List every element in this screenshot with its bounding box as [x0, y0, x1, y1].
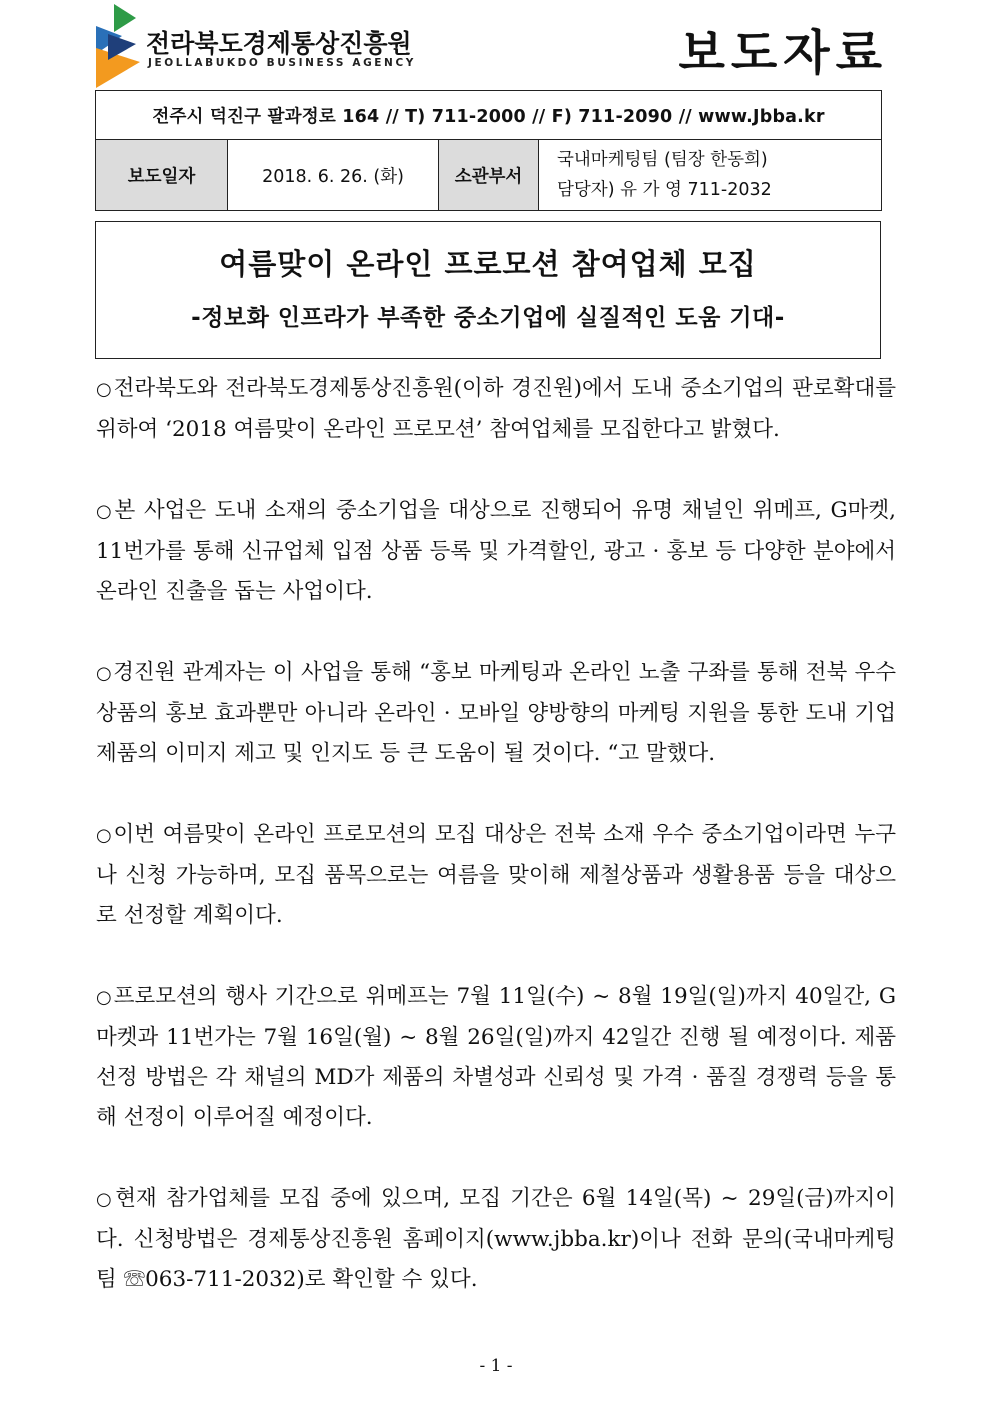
- paragraph-text: 전라북도와 전라북도경제통상진흥원(이하 경진원)에서 도내 중소기업의 판로확대를 위하여 ‘2018 여름맞이 온라인 프로모션’ 참여업체를 모집한다고 밝혔다.: [96, 376, 896, 442]
- headline-subtitle: -정보화 인프라가 부족한 중소기업에 실질적인 도움 기대-: [191, 305, 785, 331]
- department-team: 국내마케팅팀 (팀장 한동희): [557, 150, 768, 170]
- release-date-value: 2018. 6. 26. (화): [228, 140, 439, 211]
- paragraph: [96, 815, 896, 936]
- paragraph: [96, 977, 896, 1138]
- headline-box: [95, 221, 881, 359]
- paragraph-text: 경진원 관계자는 이 사업을 통해 “홍보 마케팅과 온라인 노출 구좌를 통해 전북 우수상품의 홍보 효과뿐만 아니라 온라인 · 모바일 양방향의 마케팅 지원을 통한 도내 기업제품의 이미지 제고 및 인지도 등 큰 도움이 될 것이다. “고 말했다.: [96, 660, 896, 766]
- article-body: [96, 369, 896, 1341]
- document-type-title: 보도자료: [678, 25, 888, 81]
- org-logo: [94, 4, 416, 88]
- department-contact-person: 담당자) 유 가 영 711-2032: [557, 180, 772, 200]
- org-name-english: JEOLLABUKDO BUSINESS AGENCY: [148, 57, 416, 69]
- bullet-circle-icon: ○: [96, 1189, 115, 1210]
- paragraph-text: 프로모션의 행사 기간으로 위메프는 7월 11일(수) ~ 8월 19일(일)까지 40일간, G마켓과 11번가는 7월 16일(월) ~ 8월 26일(일)까지 42일간 진행 될 예정이다. 제품 선정 방법은 각 채널의 MD가 제품의 차별성과 신뢰성 및 가격 · 품질 경쟁력 등을 통해 선정이 이루어질 예정이다.: [96, 984, 896, 1130]
- paragraph: [96, 653, 896, 774]
- page-number: - 1 -: [479, 1356, 513, 1376]
- paragraph: [96, 1179, 896, 1300]
- paragraph-text: 본 사업은 도내 소재의 중소기업을 대상으로 진행되어 유명 채널인 위메프, G마켓, 11번가를 통해 신규업체 입점 상품 등록 및 가격할인, 광고 · 홍보 등 다양한 분야에서 온라인 진출을 돕는 사업이다.: [96, 498, 896, 604]
- bullet-circle-icon: ○: [96, 379, 113, 400]
- paragraph: [96, 491, 896, 612]
- address-contact-line: 전주시 덕진구 팔과정로 164 // T) 711-2000 // F) 711-2090 // www.Jbba.kr: [96, 91, 882, 140]
- logo-mark-icon: [94, 4, 144, 88]
- paragraph-text: 현재 참가업체를 모집 중에 있으며, 모집 기간은 6월 14일(목) ~ 29일(금)까지이다. 신청방법은 경제통상진흥원 홈페이지(www.jbba.kr)이나 전화 문의(국내마케팅팀 ☏063-711-2032)로 확인할 수 있다.: [96, 1186, 896, 1292]
- bullet-circle-icon: ○: [96, 663, 113, 684]
- department-label: 소관부서: [439, 140, 539, 211]
- bullet-circle-icon: ○: [96, 501, 114, 522]
- release-date-label: 보도일자: [96, 140, 228, 211]
- contact-info-table: [95, 90, 882, 211]
- paragraph: [96, 369, 896, 450]
- department-value: [539, 140, 882, 211]
- bullet-circle-icon: ○: [96, 825, 113, 846]
- org-name-korean: 전라북도경제통상진흥원: [146, 29, 412, 58]
- headline-title: 여름맞이 온라인 프로모션 참여업체 모집: [219, 247, 757, 281]
- paragraph-text: 이번 여름맞이 온라인 프로모션의 모집 대상은 전북 소재 우수 중소기업이라면 누구나 신청 가능하며, 모집 품목으로는 여름을 맞이해 제철상품과 생활용품 등을 대상으로 선정할 계획이다.: [96, 822, 896, 928]
- bullet-circle-icon: ○: [96, 987, 113, 1008]
